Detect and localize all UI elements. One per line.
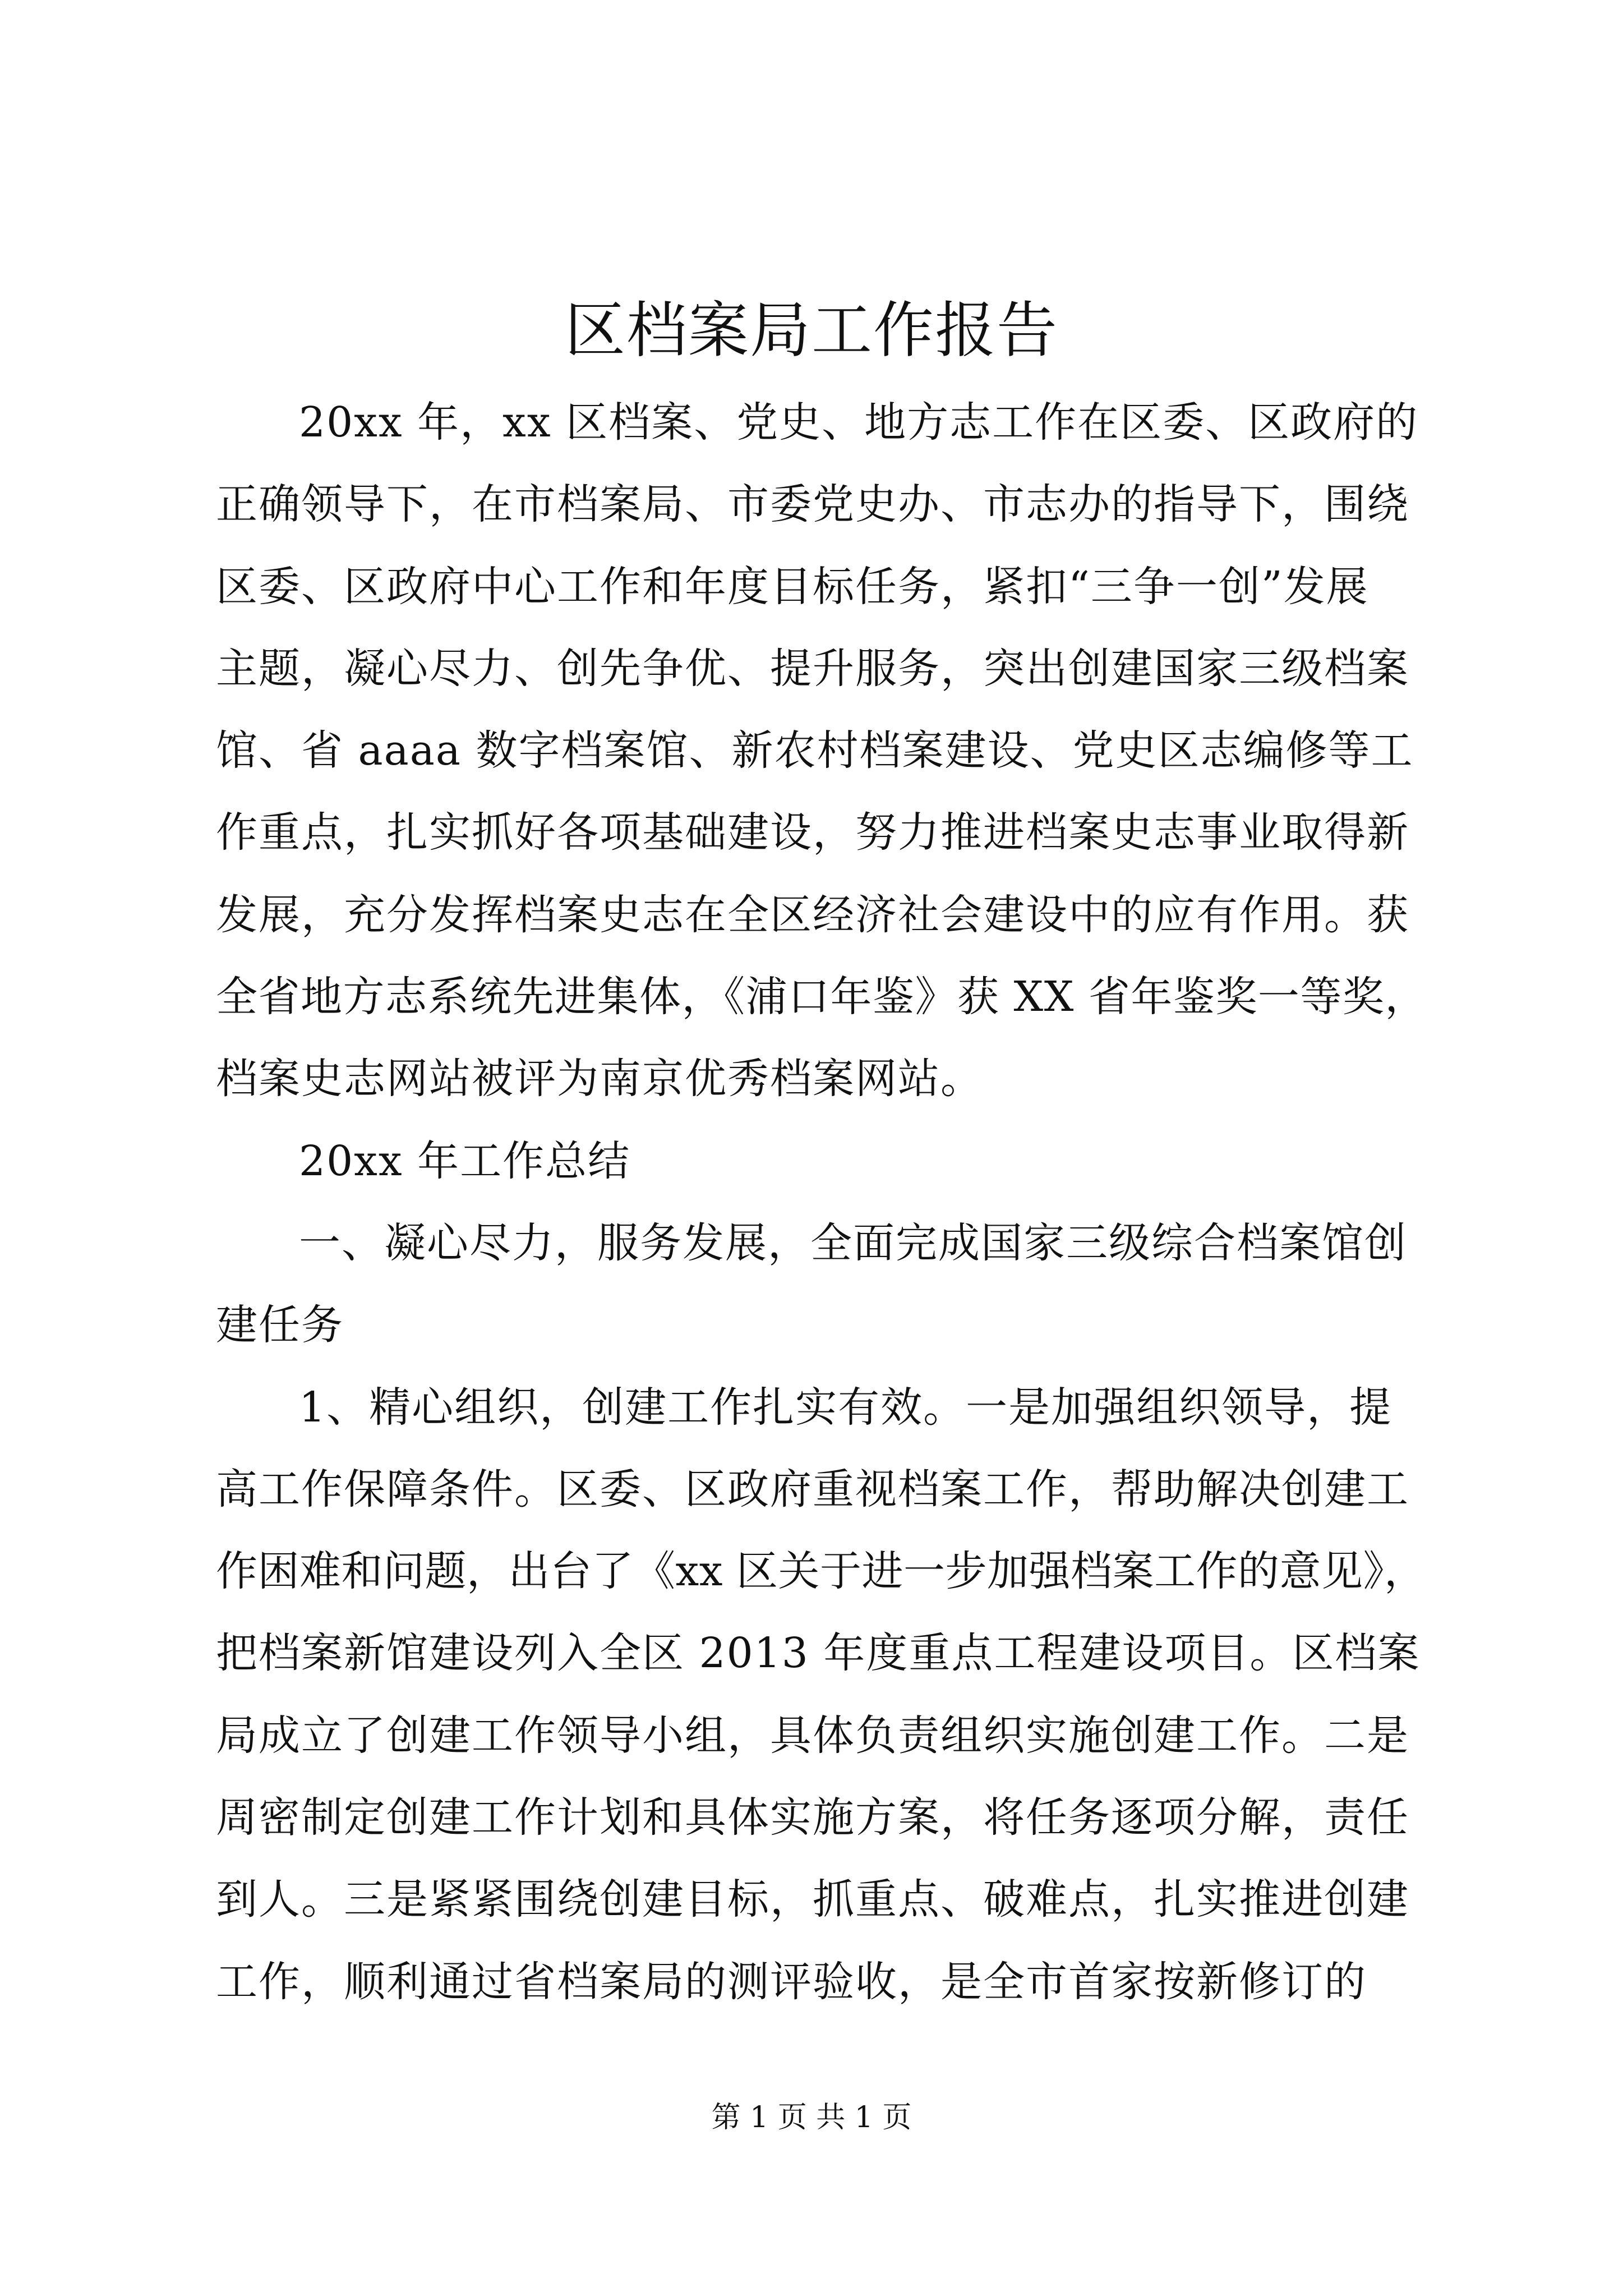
- document-title: 区档案局工作报告: [564, 296, 1058, 366]
- text-line: 20xx 年工作总结: [299, 1137, 631, 1185]
- text-line: 工作，顺利通过省档案局的测评验收，是全市首家按新修订的: [216, 1957, 1367, 2006]
- text-line: 馆、省 aaaa 数字档案馆、新农村档案建设、党史区志编修等工: [216, 726, 1414, 775]
- document-body: [216, 381, 1433, 2023]
- paragraph-intro: [216, 381, 1433, 1120]
- text-line: 1、精心组织，创建工作扎实有效。一是加强组织领导，提: [299, 1383, 1393, 1432]
- text-line: 高工作保障条件。区委、区政府重视档案工作，帮助解决创建工: [216, 1465, 1409, 1513]
- text-line: 发展，充分发挥档案史志在全区经济社会建设中的应有作用。获: [216, 890, 1409, 939]
- text-line: 区委、区政府中心工作和年度目标任务，紧扣“三争一创”发展: [216, 562, 1369, 611]
- text-line: 把档案新馆建设列入全区 2013 年度重点工程建设项目。区档案: [216, 1629, 1421, 1678]
- text-line: 建任务: [216, 1301, 344, 1350]
- text-line: 全省地方志系统先进集体，《浦口年鉴》获 XX 省年鉴奖一等奖，: [216, 973, 1427, 1022]
- section-heading-one: [216, 1202, 1433, 1366]
- text-line: 主题，凝心尽力、创先争优、提升服务，突出创建国家三级档案: [216, 644, 1409, 693]
- text-line: 20xx 年，xx 区档案、党史、地方志工作在区委、区政府的: [299, 398, 1419, 447]
- text-line: 局成立了创建工作领导小组，具体负责组织实施创建工作。二是: [216, 1711, 1409, 1760]
- text-line: 正确领导下，在市档案局、市委党史办、市志办的指导下，围绕: [216, 480, 1409, 529]
- paragraph-item-one: [216, 1366, 1433, 2023]
- section-heading-summary: [216, 1120, 1433, 1202]
- page-footer: 第 1 页 共 1 页: [711, 2101, 912, 2134]
- text-line: 档案史志网站被评为南京优秀档案网站。: [216, 1055, 983, 1103]
- text-line: 一、凝心尽力，服务发展，全面完成国家三级综合档案馆创: [299, 1218, 1407, 1267]
- text-line: 作重点，扎实抓好各项基础建设，努力推进档案史志事业取得新: [216, 808, 1409, 857]
- text-line: 作困难和问题，出台了《xx 区关于进一步加强档案工作的意见》，: [216, 1547, 1426, 1596]
- text-line: 到人。三是紧紧围绕创建目标，抓重点、破难点，扎实推进创建: [216, 1875, 1409, 1924]
- text-line: 周密制定创建工作计划和具体实施方案，将任务逐项分解，责任: [216, 1793, 1409, 1842]
